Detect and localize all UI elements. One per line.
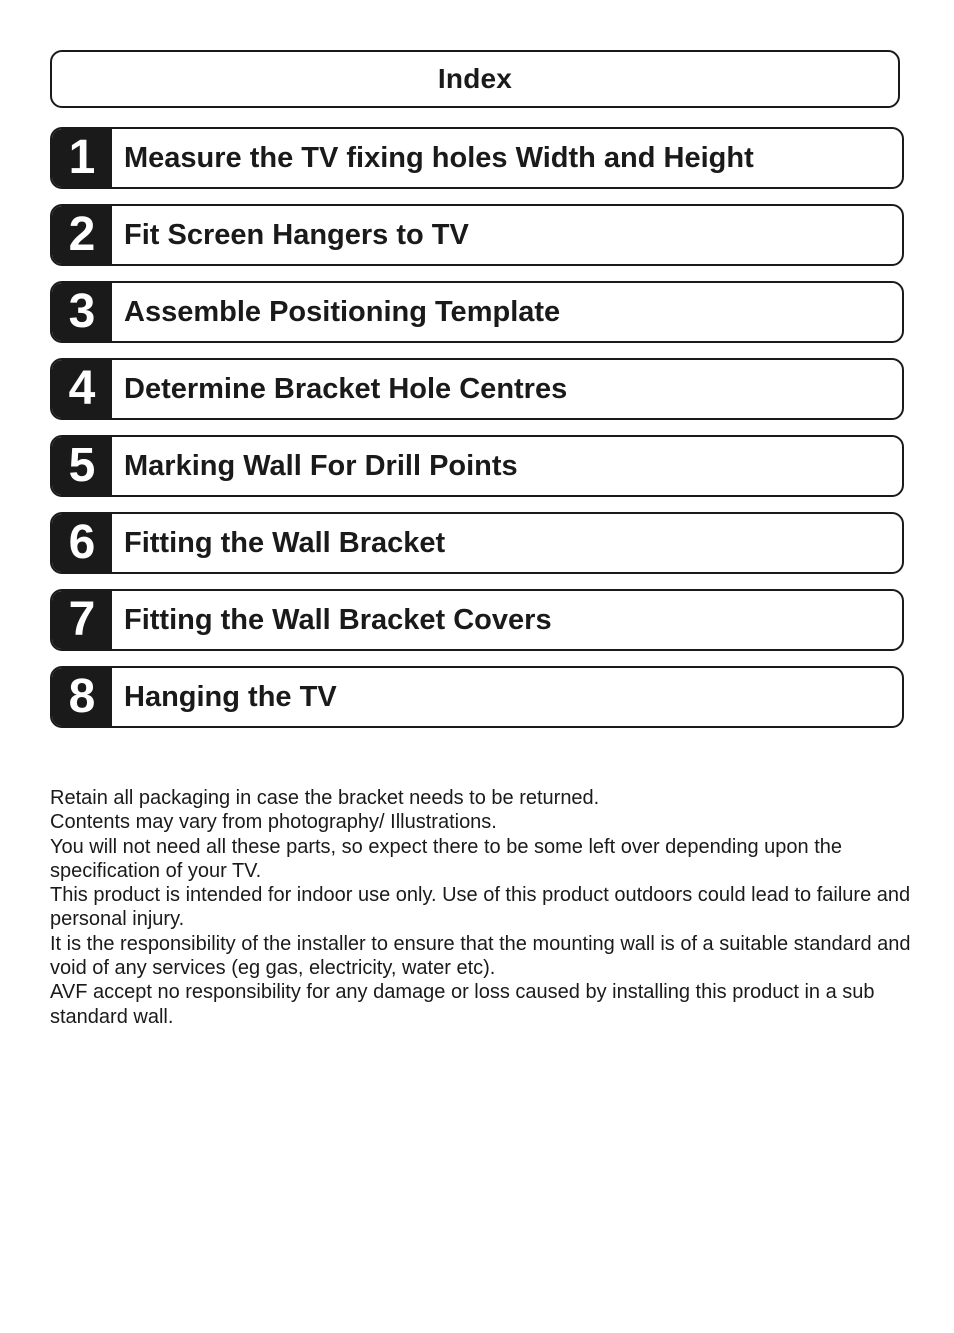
note-indoor-use: This product is intended for indoor use only. Use of this product outdoors could lead to failure and personal injury. — [50, 884, 911, 931]
step-number: 5 — [52, 437, 112, 495]
index-step-1 — [50, 127, 904, 189]
step-number: 8 — [52, 668, 112, 726]
index-step-6 — [50, 512, 904, 574]
index-step-5 — [50, 435, 904, 497]
step-label: Fitting the Wall Bracket — [124, 526, 446, 559]
safety-notes — [50, 786, 916, 1029]
note-installer-responsibility: It is the responsibility of the installer to ensure that the mounting wall is of a suitable standard and void of any services (eg gas, electricity, water etc). — [50, 932, 911, 980]
step-label: Fitting the Wall Bracket Covers — [124, 603, 552, 636]
note-parts: You will not need all these parts, so expect there to be some left over depending upon the specification of your TV. — [50, 835, 843, 882]
step-label: Assemble Positioning Template — [124, 295, 561, 328]
index-title: Index — [437, 63, 513, 94]
note-packaging: Retain all packaging in case the bracket needs to be returned. — [50, 787, 600, 809]
step-number: 6 — [52, 514, 112, 572]
index-steps-list — [50, 127, 904, 743]
note-liability: AVF accept no responsibility for any damage or loss caused by installing this product in a sub standard wall. — [50, 981, 875, 1028]
step-number: 2 — [52, 206, 112, 264]
step-number: 3 — [52, 283, 112, 341]
step-label: Measure the TV fixing holes Width and Height — [124, 141, 754, 174]
index-step-4 — [50, 358, 904, 420]
step-label: Fit Screen Hangers to TV — [124, 218, 469, 251]
step-label: Marking Wall For Drill Points — [124, 449, 518, 482]
index-step-8 — [50, 666, 904, 728]
index-heading — [50, 50, 900, 108]
step-number: 7 — [52, 591, 112, 649]
step-number: 1 — [52, 129, 112, 187]
index-step-2 — [50, 204, 904, 266]
note-contents: Contents may vary from photography/ Illustrations. — [50, 811, 497, 834]
index-step-3 — [50, 281, 904, 343]
index-step-7 — [50, 589, 904, 651]
step-number: 4 — [52, 360, 112, 418]
step-label: Determine Bracket Hole Centres — [124, 372, 568, 405]
step-label: Hanging the TV — [124, 680, 337, 713]
